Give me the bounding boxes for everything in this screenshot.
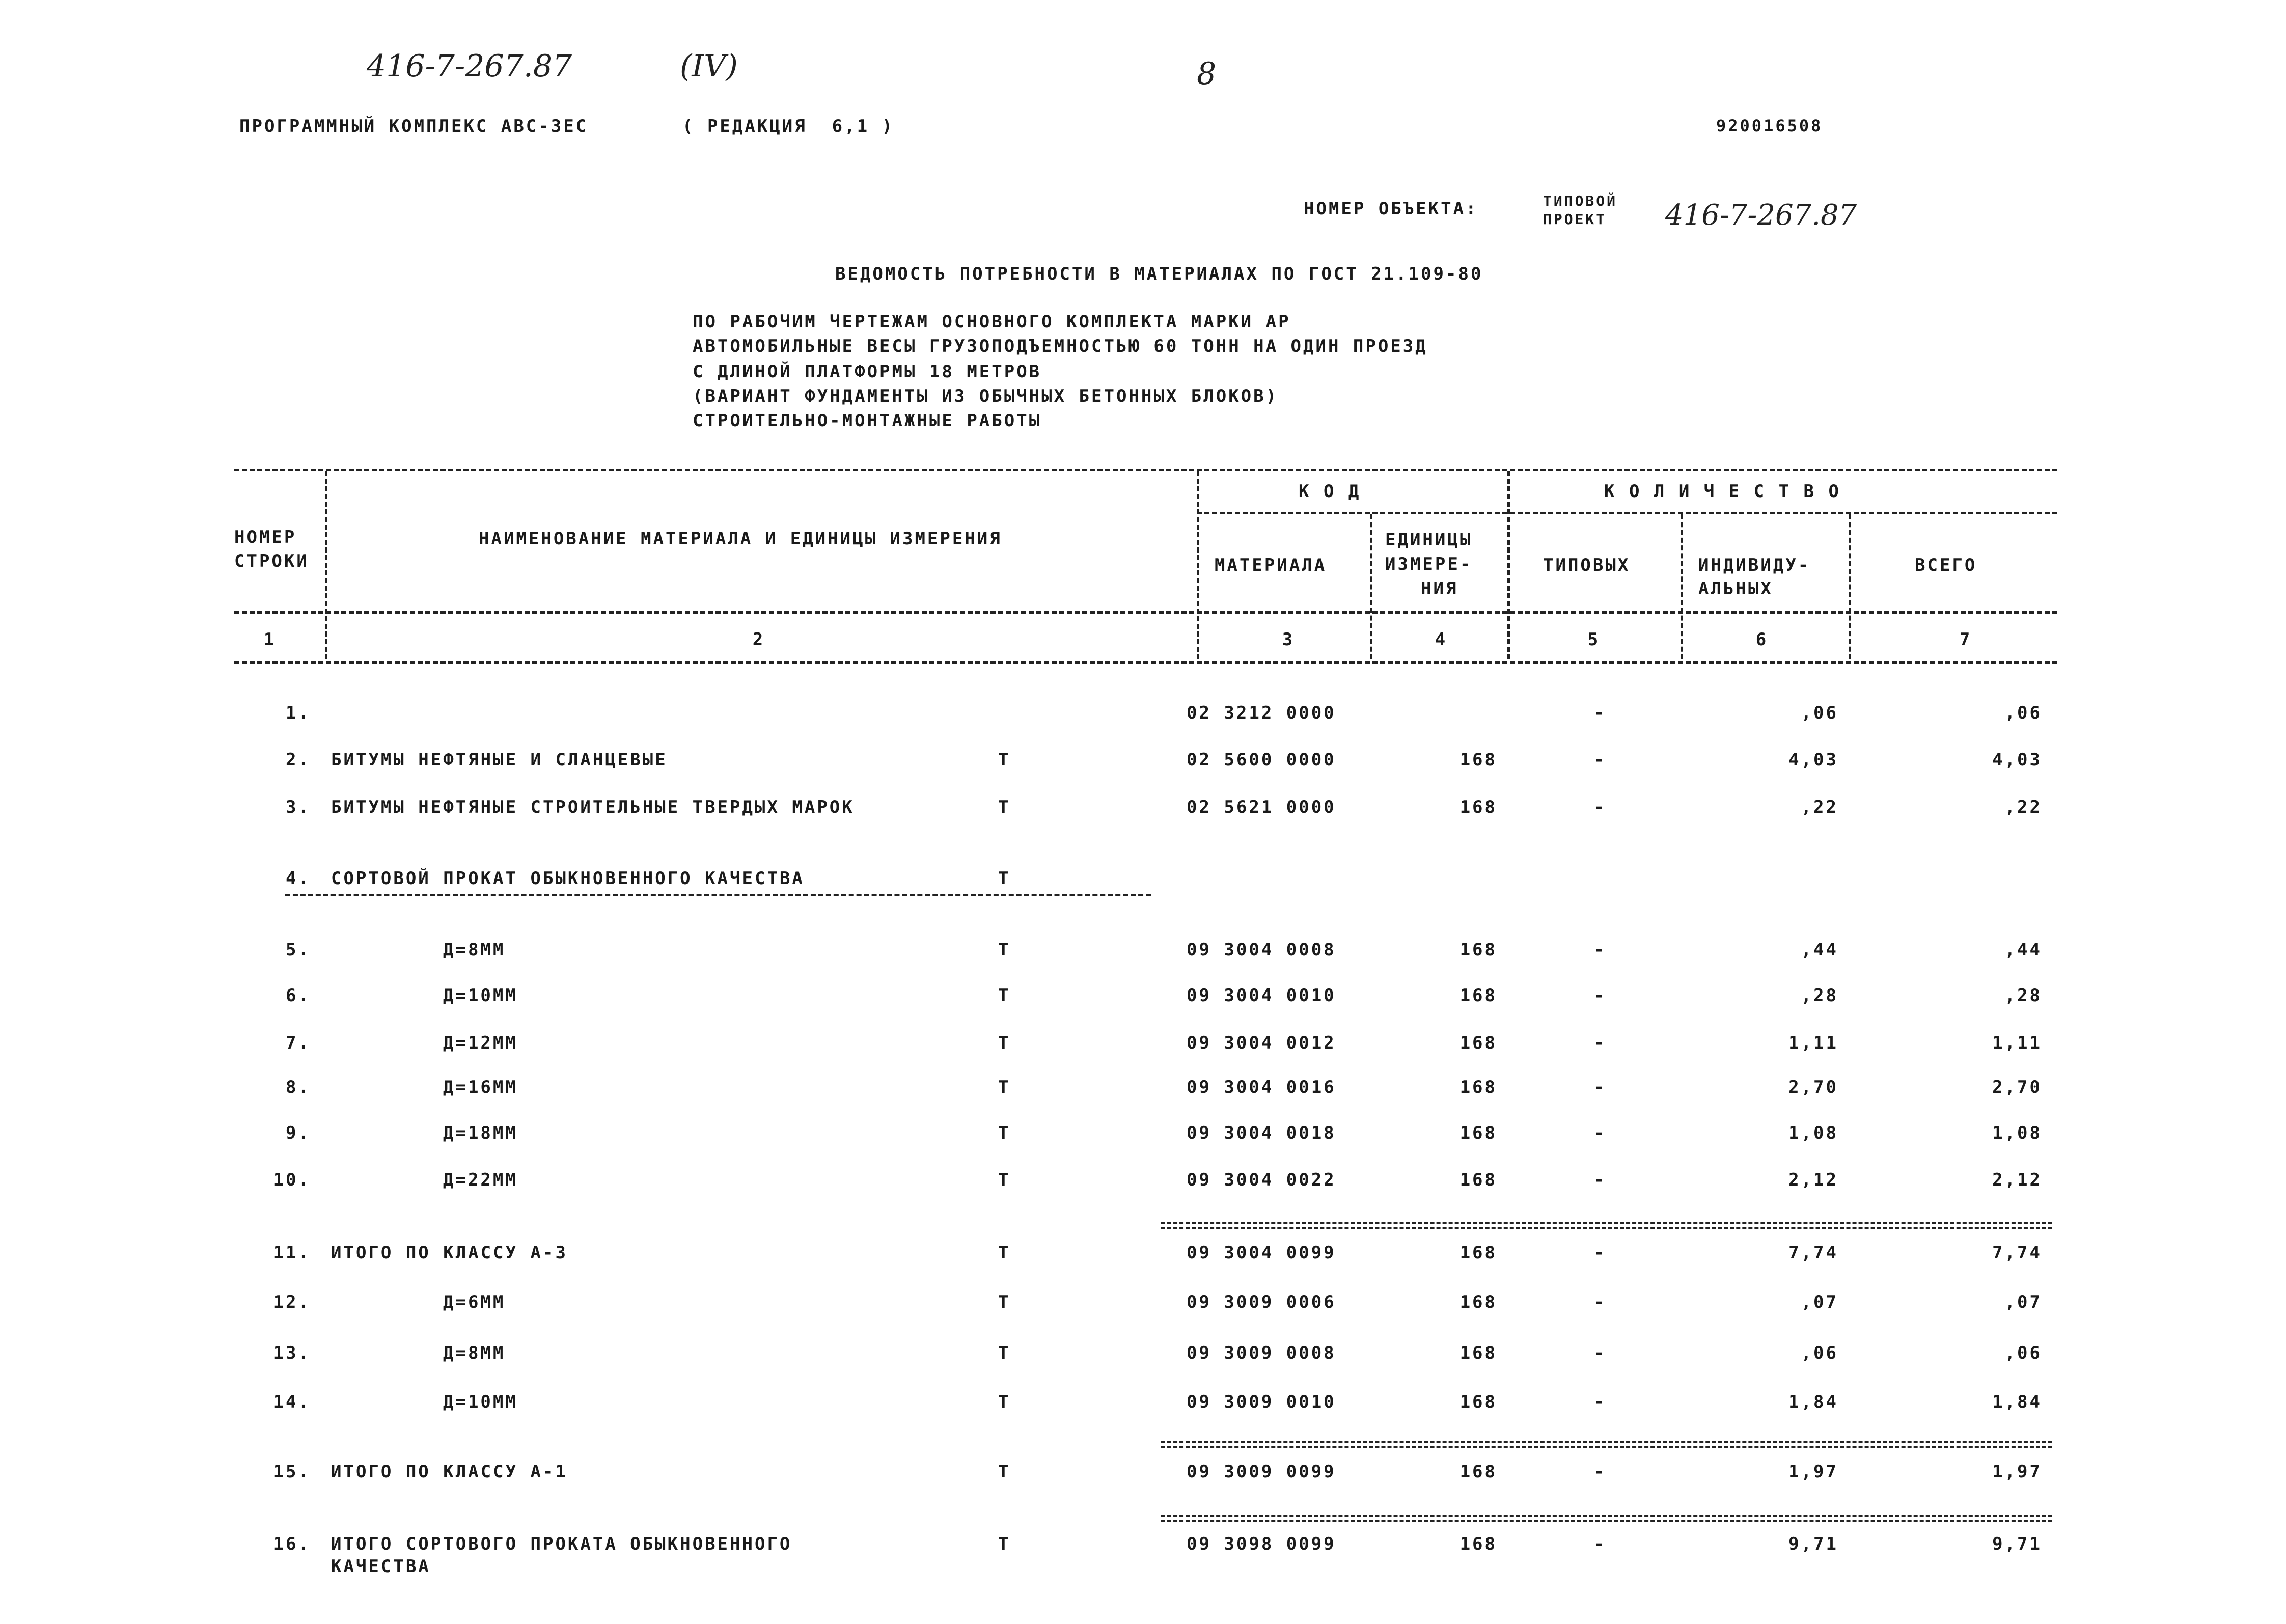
header-individual-2: АЛЬНЫХ — [1698, 579, 1773, 599]
material-code: 02 5621 0000 — [1187, 797, 1336, 817]
row-number: 3. — [286, 797, 311, 817]
material-name: ИТОГО СОРТОВОГО ПРОКАТА ОБЫКНОВЕННОГО — [331, 1534, 792, 1554]
typical-qty: - — [1594, 940, 1607, 960]
unit-code: 168 — [1459, 1392, 1497, 1412]
typical-qty: - — [1594, 750, 1607, 770]
unit: Т — [998, 1170, 1011, 1190]
row-number: 11. — [273, 1243, 311, 1263]
row-number: 10. — [273, 1170, 311, 1190]
unit-code: 168 — [1459, 1292, 1497, 1312]
total-qty: 1,97 — [1992, 1462, 2042, 1482]
col-number-1: 1 — [263, 629, 277, 650]
row-number: 6. — [286, 985, 311, 1006]
material-name: Д=16ММ — [443, 1077, 518, 1097]
unit-code: 168 — [1459, 940, 1497, 960]
total-qty: 7,74 — [1992, 1243, 2042, 1263]
material-name-cont: КАЧЕСТВА — [331, 1556, 431, 1577]
material-name: БИТУМЫ НЕФТЯНЫЕ И СЛАНЦЕВЫЕ — [331, 750, 668, 770]
material-code: 02 5600 0000 — [1187, 750, 1336, 770]
header-divider-1 — [325, 471, 327, 659]
material-code: 09 3004 0016 — [1187, 1077, 1336, 1097]
col-number-6: 6 — [1755, 629, 1769, 650]
section-underline — [285, 894, 1151, 896]
individual-qty: ,28 — [1801, 985, 1838, 1006]
header-code: К О Д — [1299, 481, 1361, 502]
unit-code: 168 — [1459, 1343, 1497, 1363]
header-individual-1: ИНДИВИДУ- — [1698, 555, 1811, 575]
material-name: ИТОГО ПО КЛАССУ А-3 — [331, 1243, 568, 1263]
typical-qty: - — [1594, 1392, 1607, 1412]
individual-qty: 7,74 — [1788, 1243, 1838, 1263]
material-name: БИТУМЫ НЕФТЯНЫЕ СТРОИТЕЛЬНЫЕ ТВЕРДЫХ МАРОК — [331, 797, 855, 817]
unit: Т — [998, 940, 1011, 960]
unit: Т — [998, 985, 1011, 1006]
unit: Т — [998, 1123, 1011, 1143]
total-qty: ,06 — [2004, 703, 2042, 723]
row-number: 2. — [286, 750, 311, 770]
header-material: МАТЕРИАЛА — [1215, 555, 1327, 575]
unit: Т — [998, 1343, 1011, 1363]
typical-qty: - — [1594, 1343, 1607, 1363]
typical-qty: - — [1594, 1077, 1607, 1097]
header-sub-rule — [1197, 512, 2057, 514]
typical-project-label-1: ТИПОВОЙ — [1543, 192, 1618, 209]
header-divider-2 — [1197, 471, 1199, 659]
total-qty: 9,71 — [1992, 1534, 2042, 1554]
total-qty: 1,84 — [1992, 1392, 2042, 1412]
unit: Т — [998, 1462, 1011, 1482]
total-qty: 2,70 — [1992, 1077, 2042, 1097]
unit-code: 168 — [1459, 985, 1497, 1006]
header-divider-4 — [1507, 471, 1510, 659]
unit-code: 168 — [1459, 1123, 1497, 1143]
material-name: Д=10ММ — [443, 985, 518, 1006]
volume-handwritten: (IV) — [680, 48, 738, 84]
material-code: 09 3004 0010 — [1187, 985, 1336, 1006]
header-typical: ТИПОВЫХ — [1543, 555, 1631, 575]
material-name: Д=22ММ — [443, 1170, 518, 1190]
col-number-2: 2 — [752, 629, 765, 650]
individual-qty: 1,11 — [1788, 1033, 1838, 1053]
individual-qty: 1,08 — [1788, 1123, 1838, 1143]
material-code: 09 3004 0022 — [1187, 1170, 1336, 1190]
material-code: 09 3004 0008 — [1187, 940, 1336, 960]
unit: Т — [998, 868, 1011, 889]
unit: Т — [998, 1077, 1011, 1097]
typical-qty: - — [1594, 1170, 1607, 1190]
total-qty: ,44 — [2004, 940, 2042, 960]
individual-qty: ,06 — [1801, 703, 1838, 723]
row-number: 12. — [273, 1292, 311, 1312]
typical-project-label-2: ПРОЕКТ — [1543, 211, 1607, 228]
typical-qty: - — [1594, 985, 1607, 1006]
unit-code: 168 — [1459, 1243, 1497, 1263]
object-number-label: НОМЕР ОБЪЕКТА: — [1304, 199, 1478, 219]
individual-qty: 4,03 — [1788, 750, 1838, 770]
subtitle-line-1: ПО РАБОЧИМ ЧЕРТЕЖАМ ОСНОВНОГО КОМПЛЕКТА МАРКИ АР — [693, 312, 1291, 332]
typical-qty: - — [1594, 1292, 1607, 1312]
total-qty: 2,12 — [1992, 1170, 2042, 1190]
individual-qty: 2,70 — [1788, 1077, 1838, 1097]
unit: Т — [998, 1243, 1011, 1263]
typical-qty: - — [1594, 1123, 1607, 1143]
material-name: СОРТОВОЙ ПРОКАТ ОБЫКНОВЕННОГО КАЧЕСТВА — [331, 868, 805, 889]
header-unit-1: ЕДИНИЦЫ — [1385, 530, 1473, 550]
unit-code: 168 — [1459, 797, 1497, 817]
typical-qty: - — [1594, 1534, 1607, 1554]
col-numbers-rule — [234, 661, 2057, 664]
material-code: 02 3212 0000 — [1187, 703, 1336, 723]
total-rule — [1161, 1515, 2052, 1522]
header-row-no-1: НОМЕР — [234, 527, 297, 547]
total-qty: 4,03 — [1992, 750, 2042, 770]
header-quantity: К О Л И Ч Е С Т В О — [1604, 481, 1841, 502]
row-number: 14. — [273, 1392, 311, 1412]
unit: Т — [998, 1534, 1011, 1554]
material-name: Д=8ММ — [443, 1343, 506, 1363]
col-number-7: 7 — [1959, 629, 1972, 650]
subtotal-rule-a1 — [1161, 1441, 2052, 1448]
unit: Т — [998, 1033, 1011, 1053]
material-code: 09 3098 0099 — [1187, 1534, 1336, 1554]
material-code: 09 3009 0010 — [1187, 1392, 1336, 1412]
individual-qty: ,07 — [1801, 1292, 1838, 1312]
typical-qty: - — [1594, 797, 1607, 817]
material-code: 09 3009 0008 — [1187, 1343, 1336, 1363]
header-unit-2: ИЗМЕРЕ- — [1385, 554, 1473, 574]
row-number: 7. — [286, 1033, 311, 1053]
header-total: ВСЕГО — [1915, 555, 1977, 575]
row-number: 15. — [273, 1462, 311, 1482]
unit-code: 168 — [1459, 750, 1497, 770]
unit: Т — [998, 1392, 1011, 1412]
edition: ( РЕДАКЦИЯ 6,1 ) — [682, 116, 894, 136]
header-unit-3: НИЯ — [1421, 579, 1458, 599]
unit-code: 168 — [1459, 1033, 1497, 1053]
header-divider-5 — [1681, 514, 1683, 659]
header-row-no-2: СТРОКИ — [234, 551, 309, 571]
total-qty: ,22 — [2004, 797, 2042, 817]
material-code: 09 3009 0099 — [1187, 1462, 1336, 1482]
header-divider-6 — [1849, 514, 1851, 659]
total-qty: ,07 — [2004, 1292, 2042, 1312]
subtitle-line-5: СТРОИТЕЛЬНО-МОНТАЖНЫЕ РАБОТЫ — [693, 410, 1042, 431]
total-qty: 1,08 — [1992, 1123, 2042, 1143]
individual-qty: 9,71 — [1788, 1534, 1838, 1554]
project-code-handwritten: 416-7-267.87 — [367, 48, 572, 84]
page-number: 8 — [1197, 56, 1217, 92]
col-number-5: 5 — [1587, 629, 1601, 650]
col-number-4: 4 — [1435, 629, 1448, 650]
individual-qty: 1,97 — [1788, 1462, 1838, 1482]
row-number: 16. — [273, 1534, 311, 1554]
material-name: ИТОГО ПО КЛАССУ А-1 — [331, 1462, 568, 1482]
row-number: 13. — [273, 1343, 311, 1363]
subtitle-line-3: С ДЛИНОЙ ПЛАТФОРМЫ 18 МЕТРОВ — [693, 362, 1042, 382]
unit-code: 168 — [1459, 1170, 1497, 1190]
table-top-rule — [234, 469, 2057, 471]
row-number: 1. — [286, 703, 311, 723]
unit: Т — [998, 750, 1011, 770]
row-number: 5. — [286, 940, 311, 960]
typical-qty: - — [1594, 703, 1607, 723]
individual-qty: ,22 — [1801, 797, 1838, 817]
total-qty: 1,11 — [1992, 1033, 2042, 1053]
material-code: 09 3004 0099 — [1187, 1243, 1336, 1263]
subtitle-line-4: (ВАРИАНТ ФУНДАМЕНТЫ ИЗ ОБЫЧНЫХ БЕТОННЫХ БЛОКОВ) — [693, 386, 1279, 406]
row-number: 4. — [286, 868, 311, 889]
typical-qty: - — [1594, 1243, 1607, 1263]
material-code: 09 3009 0006 — [1187, 1292, 1336, 1312]
individual-qty: ,06 — [1801, 1343, 1838, 1363]
unit-code: 168 — [1459, 1077, 1497, 1097]
material-name: Д=18ММ — [443, 1123, 518, 1143]
header-divider-3 — [1370, 514, 1372, 659]
header-name: НАИМЕНОВАНИЕ МАТЕРИАЛА И ЕДИНИЦЫ ИЗМЕРЕНИЯ — [479, 529, 1002, 549]
col-number-3: 3 — [1282, 629, 1295, 650]
subtitle-line-2: АВТОМОБИЛЬНЫЕ ВЕСЫ ГРУЗОПОДЪЕМНОСТЬЮ 60 ТОНН НА ОДИН ПРОЕЗД — [693, 336, 1428, 356]
total-qty: ,06 — [2004, 1343, 2042, 1363]
unit: Т — [998, 1292, 1011, 1312]
material-name: Д=8ММ — [443, 940, 506, 960]
individual-qty: ,44 — [1801, 940, 1838, 960]
program-name: ПРОГРАММНЫЙ КОМПЛЕКС АВС-3ЕС — [239, 116, 589, 136]
unit: Т — [998, 797, 1011, 817]
statement-title: ВЕДОМОСТЬ ПОТРЕБНОСТИ В МАТЕРИАЛАХ ПО ГОСТ 21.109-80 — [835, 264, 1483, 284]
typical-qty: - — [1594, 1462, 1607, 1482]
row-number: 9. — [286, 1123, 311, 1143]
typical-qty: - — [1594, 1033, 1607, 1053]
individual-qty: 1,84 — [1788, 1392, 1838, 1412]
unit-code: 168 — [1459, 1534, 1497, 1554]
individual-qty: 2,12 — [1788, 1170, 1838, 1190]
unit-code: 168 — [1459, 1462, 1497, 1482]
subtotal-rule-a3 — [1161, 1222, 2052, 1229]
material-code: 09 3004 0012 — [1187, 1033, 1336, 1053]
document-id: 920016508 — [1716, 116, 1823, 135]
material-code: 09 3004 0018 — [1187, 1123, 1336, 1143]
material-name: Д=6ММ — [443, 1292, 506, 1312]
material-name: Д=10ММ — [443, 1392, 518, 1412]
total-qty: ,28 — [2004, 985, 2042, 1006]
material-name: Д=12ММ — [443, 1033, 518, 1053]
object-number-handwritten: 416-7-267.87 — [1665, 199, 1857, 232]
header-bottom-rule — [234, 611, 2057, 614]
row-number: 8. — [286, 1077, 311, 1097]
